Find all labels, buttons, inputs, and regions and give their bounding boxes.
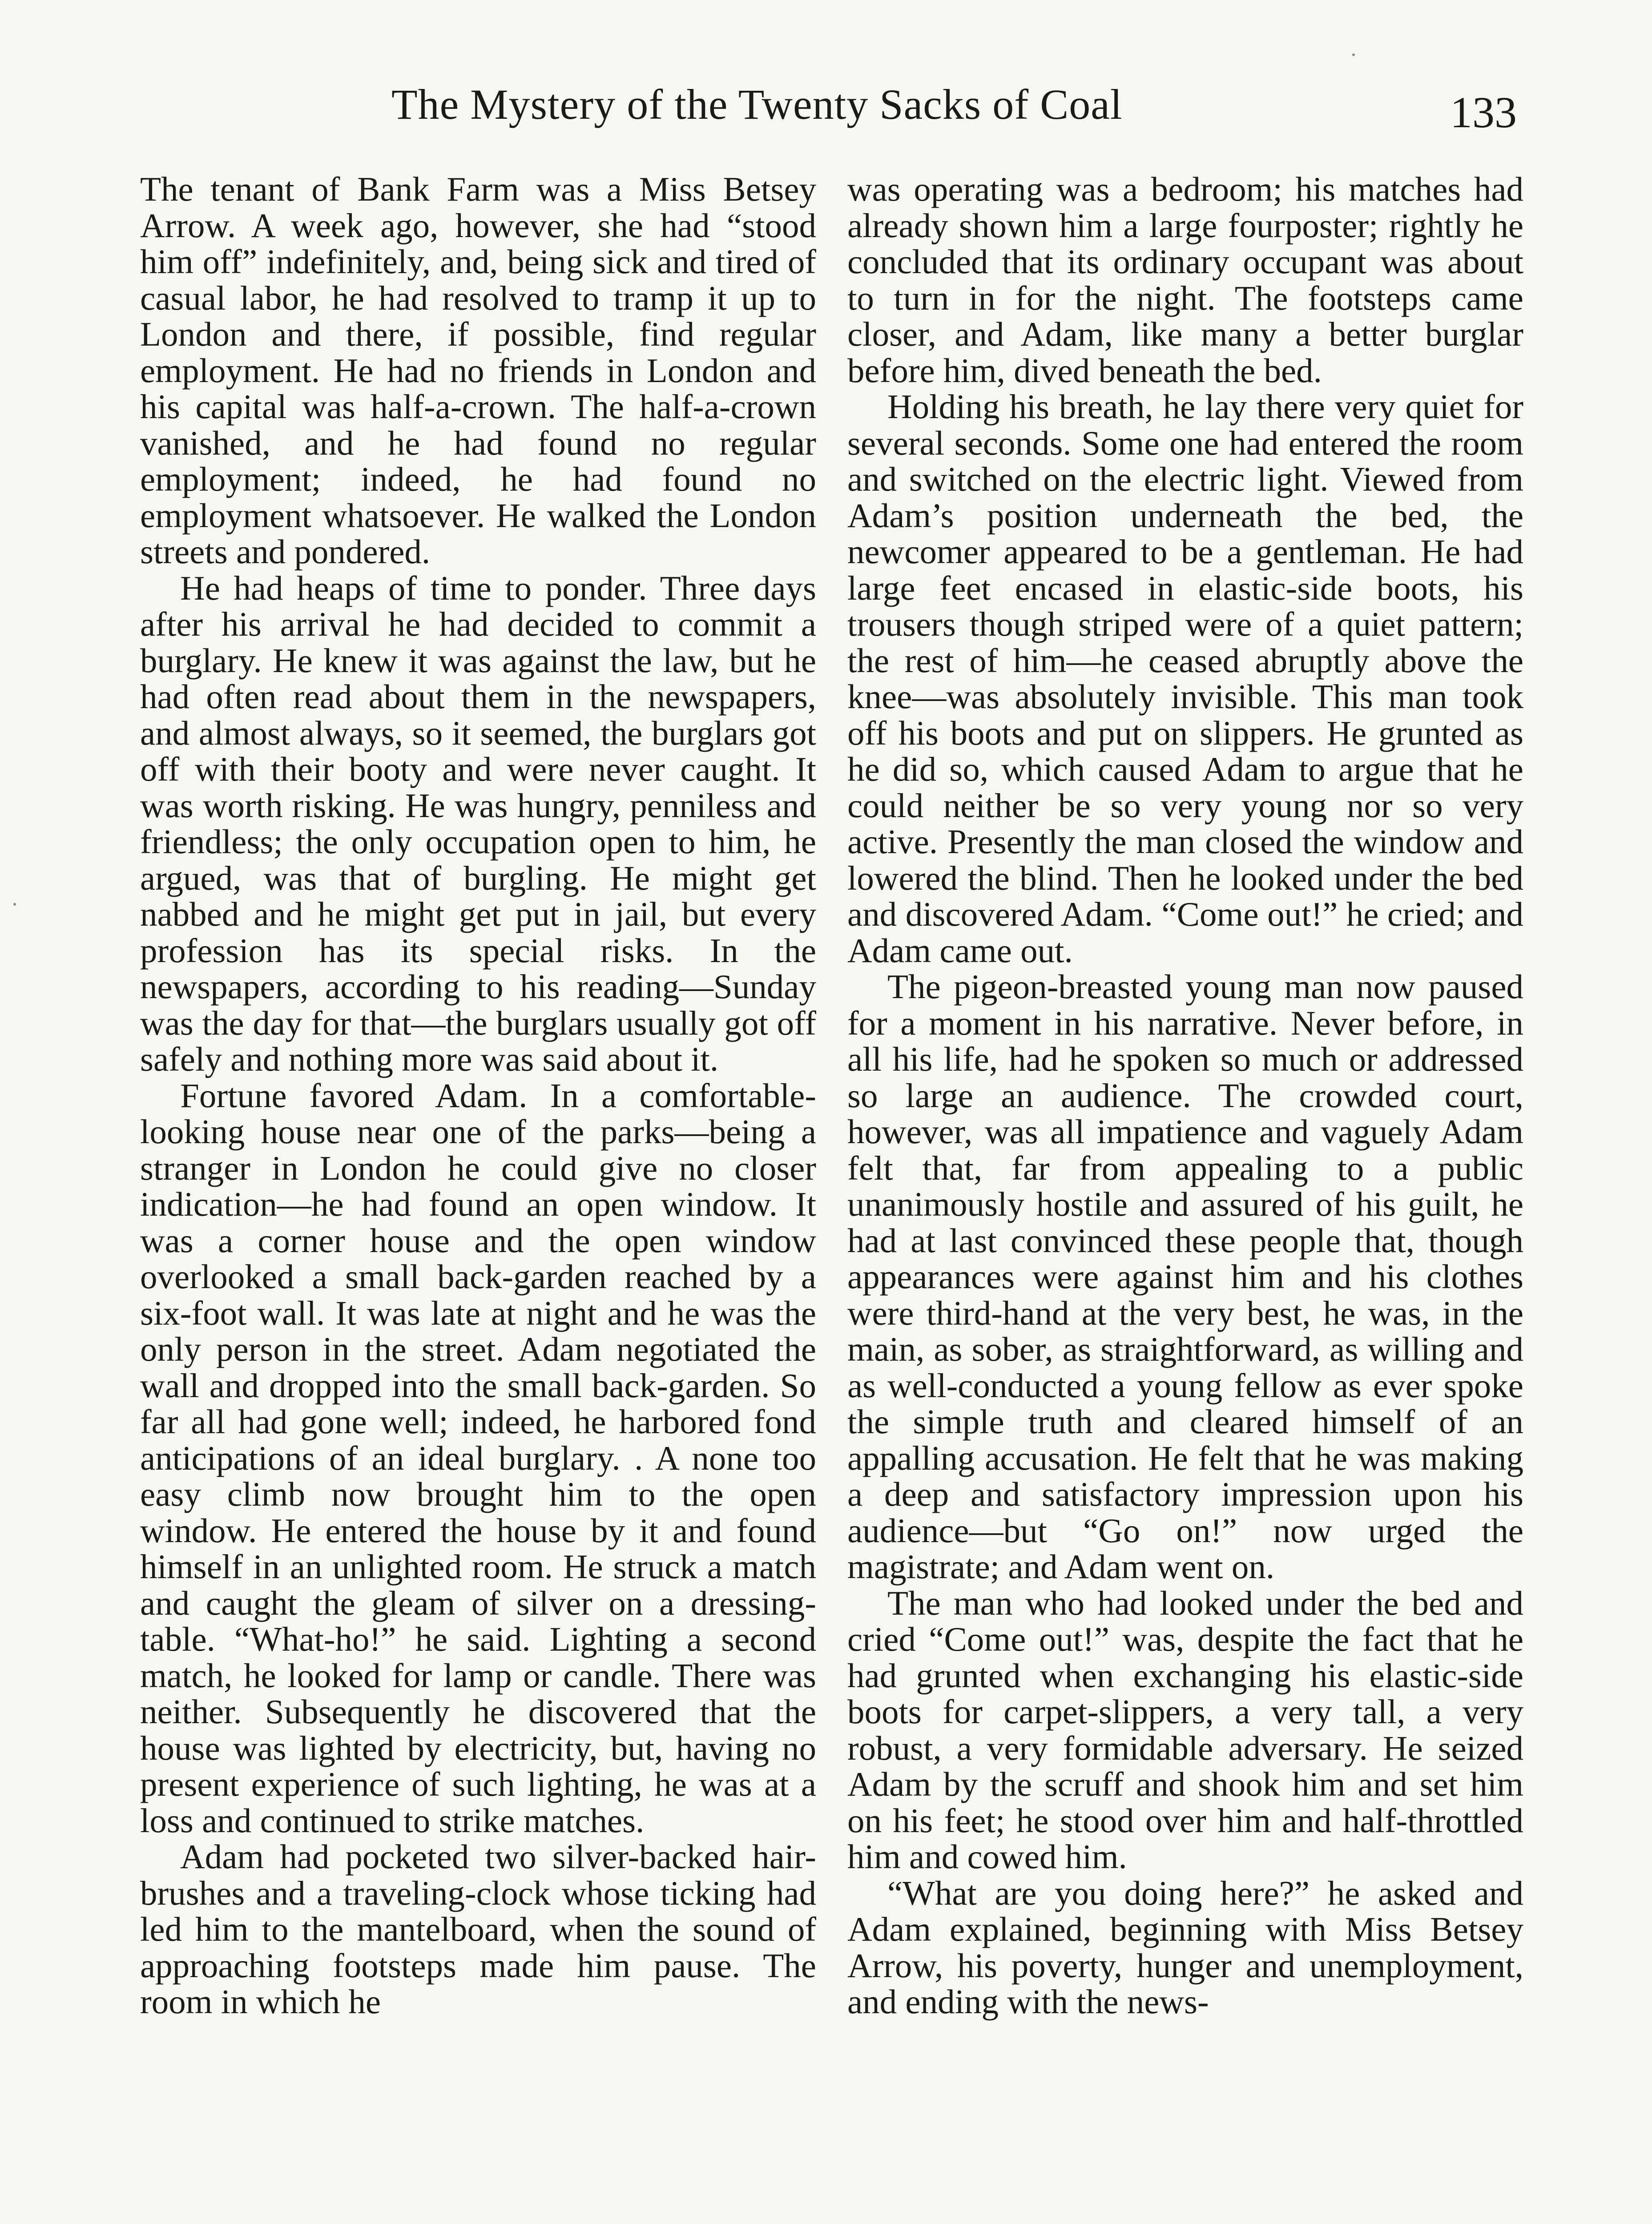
paragraph: He had heaps of time to ponder. Three days after his arrival he had decided to commit a burglary. He knew it was against the law, but he had often read about them in the newspapers, and almost always, so it seemed, the burglars got off with their booty and were never caught. It was worth risking. He was hungry, penniless and friendless; the only occupation open to him, he argued, was that of burgling. He might get nabbed and he might get put in jail, but every profession has its special risks. In the newspapers, according to his reading—Sunday was the day for that—the burglars usually got off safely and nothing more was said about it.	[140, 568, 816, 1078]
paragraph: was operating was a bedroom; his matches had already shown him a large fourposter; rightly he concluded that its ordinary occupant was about to turn in for the night. The footsteps came closer, and Adam, like many a better burglar before him, dived beneath the bed.	[847, 171, 1523, 390]
scan-speck	[1352, 53, 1355, 56]
page-header	[391, 76, 1530, 142]
page-number: 133	[1450, 88, 1517, 137]
left-column	[140, 171, 816, 2224]
paragraph: Adam had pocketed two silver-backed hair-brushes and a traveling-clock whose ticking had led him to the mantelboard, when the sound of approaching footsteps made him pause. The room in which he	[140, 1837, 816, 2021]
scan-speck	[13, 903, 16, 906]
paragraph: The pigeon-breasted young man now paused for a moment in his narrative. Never before, in all his life, had he spoken so much or addressed so large an audience. The crowded court, however, was all impatience and vaguely Adam felt that, far from appealing to a public unanimously hostile and assured of his guilt, he had at last convinced these people that, though appearances were against him and his clothes were third-hand at the very best, he was, in the main, as sober, as straightforward, as willing and as well-conducted a young fellow as ever spoke the simple truth and cleared himself of an appalling accusation. He felt that he was making a deep and satisfactory impression upon his audience—but “Go on!” now urged the magistrate; and Adam went on.	[847, 967, 1523, 1586]
paragraph: The man who had looked under the bed and cried “Come out!” was, despite the fact that he had grunted when exchanging his elastic-side boots for carpet-slippers, a very tall, a very robust, a very formidable adversary. He seized Adam by the scruff and shook him and set him on his feet; he stood over him and half-throttled him and cowed him.	[847, 1583, 1523, 1876]
paragraph: “What are you doing here?” he asked and Adam explained, beginning with Miss Betsey Arrow, his poverty, hunger and unemployment, and ending with the news-	[847, 1873, 1523, 2021]
paragraph: Holding his breath, he lay there very quiet for several seconds. Some one had entered the room and switched on the electric light. Viewed from Adam’s position underneath the bed, the newcomer appeared to be a gentleman. He had large feet encased in elastic-side boots, his trousers though striped were of a quiet pattern; the rest of him—he ceased abruptly above the knee—was absolutely invisible. This man took off his boots and put on slippers. He grunted as he did so, which caused Adam to argue that he could neither be so very young nor so very active. Presently the man closed the window and lowered the blind. Then he looked under the bed and discovered Adam. “Come out!” he cried; and Adam came out.	[847, 387, 1523, 970]
paragraph: The tenant of Bank Farm was a Miss Betsey Arrow. A week ago, however, she had “stood him off” indefinitely, and, being sick and tired of casual labor, he had resolved to tramp it up to London and there, if possible, find regular employment. He had no friends in London and his capital was half-a-crown. The half-a-crown vanished, and he had found no regular employment; indeed, he had found no employment whatsoever. He walked the London streets and pondered.	[140, 171, 816, 571]
right-column	[847, 171, 1523, 2224]
running-title: The Mystery of the Twenty Sacks of Coal	[391, 81, 1123, 128]
paragraph: Fortune favored Adam. In a comfortable-looking house near one of the parks—being a stranger in London he could give no closer indication—he had found an open window. It was a corner house and the open window overlooked a small back-garden reached by a six-foot wall. It was late at night and he was the only person in the street. Adam negotiated the wall and dropped into the small back-garden. So far all had gone well; indeed, he harbored fond anticipations of an ideal burglary. . A none too easy climb now brought him to the open window. He entered the house by it and found himself in an unlighted room. He struck a match and caught the gleam of silver on a dressing-table. “What-ho!” he said. Lighting a second match, he looked for lamp or candle. There was neither. Subsequently he discovered that the house was lighted by electricity, but, having no present experience of such lighting, he was at a loss and continued to strike matches.	[140, 1076, 816, 1840]
